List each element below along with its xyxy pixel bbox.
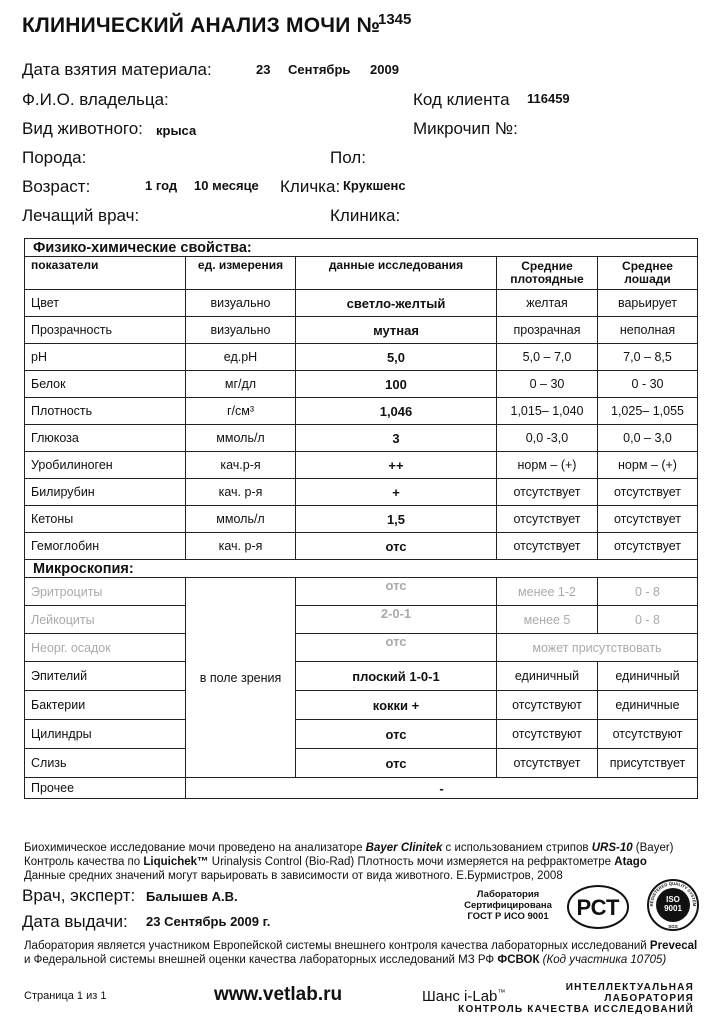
row-name: Уробилиноген: [25, 452, 186, 479]
name-label: Кличка:: [280, 177, 341, 196]
table-row: [25, 662, 698, 691]
owner-label: Ф.И.О. владельца:: [22, 90, 169, 109]
row-ref-horse: отсутствуют: [598, 720, 698, 749]
row-ref-carnivore: отсутствуют: [497, 720, 598, 749]
row-ref-carnivore: единичный: [497, 662, 598, 691]
breed-label: Порода:: [22, 148, 87, 167]
row-unit: визуально: [186, 290, 296, 317]
results-table: [24, 238, 698, 799]
row-ref-horse: отсутствует: [598, 479, 698, 506]
row-ref-carnivore: менее 1-2: [497, 578, 598, 606]
issue-date-value: 23 Сентябрь 2009 г.: [146, 914, 271, 929]
row-unit: ммоль/л: [186, 506, 296, 533]
row-name: Белок: [25, 371, 186, 398]
row-ref-horse: 0,0 – 3,0: [598, 425, 698, 452]
row-ref-carnivore: 0 – 30: [497, 371, 598, 398]
table-row: [25, 425, 698, 452]
row-name: Плотность: [25, 398, 186, 425]
row-name: Цилиндры: [25, 720, 186, 749]
row-ref-carnivore: отсутствует: [497, 506, 598, 533]
row-ref-carnivore: отсутствует: [497, 479, 598, 506]
row-name: Гемоглобин: [25, 533, 186, 560]
svg-text:REGISTERED QUALITY SYSTEM: REGISTERED QUALITY SYSTEM: [648, 880, 698, 907]
table-row: [25, 720, 698, 749]
row-name: Эпителий: [25, 662, 186, 691]
table-row: [25, 778, 698, 799]
footer-line-2: и Федеральной системы внешней оценки качества лабораторных исследований МЗ РФ ФСВОК (Код участника 10705): [24, 954, 667, 966]
row-ref-horse: единичный: [598, 662, 698, 691]
row-unit: кач.р-я: [186, 452, 296, 479]
date-month: Сентябрь: [288, 62, 351, 77]
row-ref-carnivore: норм – (+): [497, 452, 598, 479]
note-line-1: Биохимическое исследование мочи проведено на анализаторе Bayer Clinitek с использованием стрипов URS-10 (Bayer): [24, 842, 674, 854]
sex-label: Пол:: [330, 148, 366, 167]
row-result: +: [296, 479, 497, 506]
table-row: [25, 533, 698, 560]
row-result: 3: [296, 425, 497, 452]
svg-text:ISO: ISO: [666, 895, 680, 904]
date-day: 23: [256, 62, 271, 77]
brand-name: Шанс i-Lab™: [422, 988, 506, 1005]
table-row: [25, 691, 698, 720]
table-row: [25, 290, 698, 317]
table-row: [25, 344, 698, 371]
row-ref-horse: норм – (+): [598, 452, 698, 479]
section-micro: Микроскопия:: [25, 560, 698, 578]
row-ref-horse: отсутствует: [598, 533, 698, 560]
row-unit: ед.рН: [186, 344, 296, 371]
row-ref-horse: неполная: [598, 317, 698, 344]
table-row: [25, 749, 698, 778]
row-ref-horse: отсутствует: [598, 506, 698, 533]
species-label: Вид животного:: [22, 119, 143, 138]
expert-label: Врач, эксперт:: [22, 886, 136, 905]
row-result: плоский 1-0-1: [296, 662, 497, 691]
age-years: 1 год: [145, 178, 178, 193]
row-ref-horse: варьирует: [598, 290, 698, 317]
row-unit: кач. р-я: [186, 479, 296, 506]
age-label: Возраст:: [22, 177, 91, 196]
row-unit: г/см³: [186, 398, 296, 425]
footer-line-1: Лаборатория является участником Европейской системы внешнего контроля качества лабораторных исследований Prevecal: [24, 940, 698, 952]
row-result: светло-желтый: [296, 290, 497, 317]
chip-label: Микрочип №:: [413, 119, 518, 138]
row-result: 5,0: [296, 344, 497, 371]
table-row: [25, 371, 698, 398]
col-carnivore: Средние плотоядные: [497, 257, 598, 290]
client-label: Код клиента: [413, 90, 510, 109]
row-ref-horse: единичные: [598, 691, 698, 720]
table-row: [25, 479, 698, 506]
row-name: Неорг. осадок: [25, 634, 186, 662]
table-row: [25, 452, 698, 479]
col-horse: Среднее лошади: [598, 257, 698, 290]
row-ref-merged: может присутствовать: [497, 634, 698, 662]
name-value: Крукшенс: [343, 178, 406, 193]
iso-9001-logo: [646, 878, 700, 932]
row-unit: кач. р-я: [186, 533, 296, 560]
section-physchem: Физико-химические свойства:: [25, 239, 698, 257]
page-number: Страница 1 из 1: [24, 990, 107, 1002]
row-unit: мг/дл: [186, 371, 296, 398]
age-months: 10 месяце: [194, 178, 259, 193]
row-name: Кетоны: [25, 506, 186, 533]
col-indicator: показатели: [25, 257, 186, 290]
row-name: Глюкоза: [25, 425, 186, 452]
row-result: отс: [296, 533, 497, 560]
row-result: 1,046: [296, 398, 497, 425]
row-ref-carnivore: отсутствует: [497, 749, 598, 778]
client-value: 116459: [527, 91, 570, 106]
row-name: Бактерии: [25, 691, 186, 720]
row-result: 1,5: [296, 506, 497, 533]
row-ref-carnivore: менее 5: [497, 606, 598, 634]
row-result: мутная: [296, 317, 497, 344]
row-result: отс: [296, 634, 497, 662]
website-link[interactable]: www.vetlab.ru: [214, 984, 343, 1005]
row-name: pH: [25, 344, 186, 371]
table-row: [25, 606, 698, 634]
col-unit: ед. измерения: [186, 257, 296, 290]
row-ref-carnivore: желтая: [497, 290, 598, 317]
svg-text:9001: 9001: [664, 904, 682, 913]
row-name: Прозрачность: [25, 317, 186, 344]
row-ref-horse: 0 - 30: [598, 371, 698, 398]
svg-text:SGS: SGS: [668, 924, 678, 929]
row-ref-carnivore: 5,0 – 7,0: [497, 344, 598, 371]
row-ref-horse: присутствует: [598, 749, 698, 778]
issue-date-label: Дата выдачи:: [22, 912, 128, 931]
expert-value: Балышев А.В.: [146, 889, 238, 904]
table-row: [25, 398, 698, 425]
table-header: [25, 257, 698, 290]
lab-certification: Лаборатория Сертифицирована ГОСТ Р ИСО 9001: [464, 889, 552, 922]
date-label: Дата взятия материала:: [22, 60, 212, 79]
row-result: отс: [296, 720, 497, 749]
pct-logo: [566, 884, 630, 930]
row-name: Прочее: [25, 778, 186, 799]
row-ref-carnivore: отсутствуют: [497, 691, 598, 720]
species-value: крыса: [156, 123, 197, 138]
row-result: -: [186, 778, 698, 799]
row-name: Слизь: [25, 749, 186, 778]
row-result: отс: [296, 578, 497, 606]
row-result: 2-0-1: [296, 606, 497, 634]
row-ref-horse: 0 - 8: [598, 578, 698, 606]
page-title: КЛИНИЧЕСКИЙ АНАЛИЗ МОЧИ №: [22, 14, 381, 37]
row-unit: визуально: [186, 317, 296, 344]
table-row: [25, 578, 698, 606]
row-ref-carnivore: отсутствует: [497, 533, 598, 560]
row-name: Билирубин: [25, 479, 186, 506]
row-ref-carnivore: 1,015– 1,040: [497, 398, 598, 425]
row-name: Лейкоциты: [25, 606, 186, 634]
row-result: отс: [296, 749, 497, 778]
analysis-number: 1345: [378, 11, 412, 28]
table-row: [25, 317, 698, 344]
row-result: 100: [296, 371, 497, 398]
row-ref-horse: 1,025– 1,055: [598, 398, 698, 425]
row-result: ++: [296, 452, 497, 479]
row-ref-carnivore: 0,0 -3,0: [497, 425, 598, 452]
clinic-label: Клиника:: [330, 206, 401, 225]
row-unit: в поле зрения: [186, 578, 296, 778]
row-name: Эритроциты: [25, 578, 186, 606]
row-ref-horse: 0 - 8: [598, 606, 698, 634]
doctor-label: Лечащий врач:: [22, 206, 140, 225]
row-unit: ммоль/л: [186, 425, 296, 452]
col-result: данные исследования: [296, 257, 497, 290]
note-line-2: Контроль качества по Liquichek™ Urinalysis Control (Bio-Rad) Плотность мочи измеряется на рефрактометре Atago: [24, 856, 647, 868]
date-year: 2009: [370, 62, 399, 77]
row-result: кокки +: [296, 691, 497, 720]
brand-tagline: ИНТЕЛЛЕКТУАЛЬНАЯ ЛАБОРАТОРИЯ КОНТРОЛЬ КАЧЕСТВА ИССЛЕДОВАНИЙ: [458, 982, 694, 1015]
svg-text:РСТ: РСТ: [576, 895, 620, 920]
row-name: Цвет: [25, 290, 186, 317]
row-ref-horse: 7,0 – 8,5: [598, 344, 698, 371]
note-line-3: Данные средних значений могут варьировать в зависимости от вида животного. Е.Бурмистров, 2008: [24, 870, 563, 882]
row-ref-carnivore: прозрачная: [497, 317, 598, 344]
table-row: [25, 506, 698, 533]
table-row: [25, 634, 698, 662]
